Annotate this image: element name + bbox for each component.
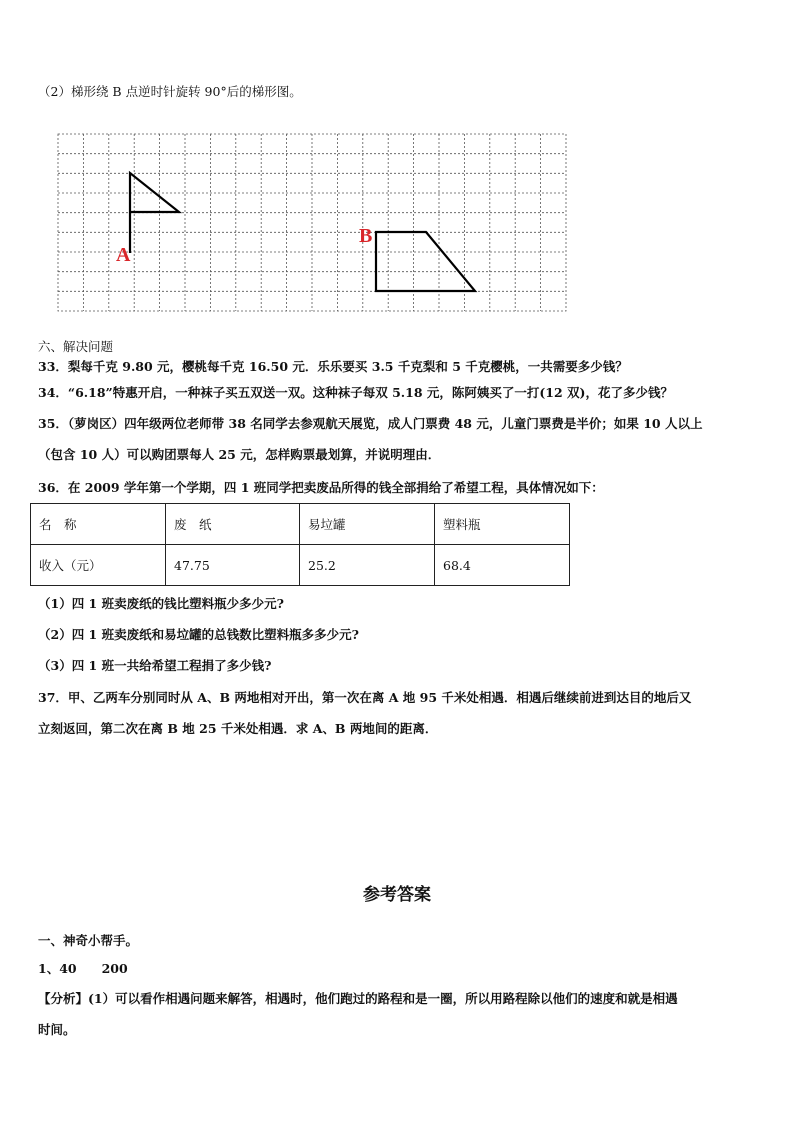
answers-section-one: 一、神奇小帮手。 <box>38 933 139 948</box>
analysis-line2: 时间。 <box>38 1022 76 1037</box>
problem-36-q1: （1）四 1 班卖废纸的钱比塑料瓶少多少元? <box>38 596 284 611</box>
problem-35-line1: 35．（萝岗区）四年级两位老师带 38 名同学去参观航天展览，成人门票费 48 元，儿童门票费是半价；如果 10 人以上 <box>38 416 703 431</box>
problem-37-line2: 立刻返回，第二次在离 B 地 25 千米处相遇．求 A、B 两地间的距离． <box>38 721 438 736</box>
table-header-cell: 名 称 <box>31 504 166 545</box>
problem-35-line2: （包含 10 人）可以购团票每人 25 元，怎样购票最划算，并说明理由． <box>38 447 441 462</box>
grid-svg <box>57 133 569 315</box>
problem-36: 36．在 2009 学年第一个学期，四 1 班同学把卖废品所得的钱全部捐给了希望工程，具体情况如下： <box>38 480 604 495</box>
shape-a <box>130 173 179 253</box>
table-header-cell: 易垃罐 <box>300 504 435 545</box>
table-row <box>31 545 570 586</box>
label-a: A <box>116 244 131 266</box>
problem-36-q3: （3）四 1 班一共给希望工程捐了多少钱? <box>38 658 272 673</box>
table-cell: 25.2 <box>300 545 435 586</box>
problem-33: 33．梨每千克 9.80 元，樱桃每千克 16.50 元．乐乐要买 3.5 千克梨和 5 千克樱桃，一共需要多少钱？ <box>38 359 628 374</box>
table-cell: 68.4 <box>435 545 570 586</box>
table-cell: 收入（元） <box>31 545 166 586</box>
label-b: B <box>359 225 373 247</box>
rotation-grid-figure <box>57 133 569 319</box>
income-table <box>30 503 570 586</box>
answers-heading: 参考答案 <box>363 885 431 905</box>
answer-1: 1、40 200 <box>38 961 128 976</box>
trapezoid-b <box>376 232 475 291</box>
problem-36-q2: （2）四 1 班卖废纸和易垃罐的总钱数比塑料瓶多多少元? <box>38 627 359 642</box>
table-header-cell: 塑料瓶 <box>435 504 570 545</box>
intro-line: （2）梯形绕 B 点逆时针旋转 90°后的梯形图。 <box>38 84 302 99</box>
table-header-cell: 废 纸 <box>166 504 300 545</box>
analysis-line1: 【分析】(1）可以看作相遇问题来解答，相遇时，他们跑过的路程和是一圈，所以用路程除以他们的速度和就是相遇 <box>38 991 678 1006</box>
section-six-heading: 六、解决问题 <box>38 339 114 354</box>
table-cell: 47.75 <box>166 545 300 586</box>
table-row <box>31 504 570 545</box>
problem-34: 34．“6.18”特惠开启，一种袜子买五双送一双。这种袜子每双 5.18 元，陈阿姨买了一打(12 双)，花了多少钱？ <box>38 385 673 400</box>
problem-37-line1: 37．甲、乙两车分别同时从 A、B 两地相对开出，第一次在离 A 地 95 千米处相遇．相遇后继续前进到达目的地后又 <box>38 690 692 705</box>
